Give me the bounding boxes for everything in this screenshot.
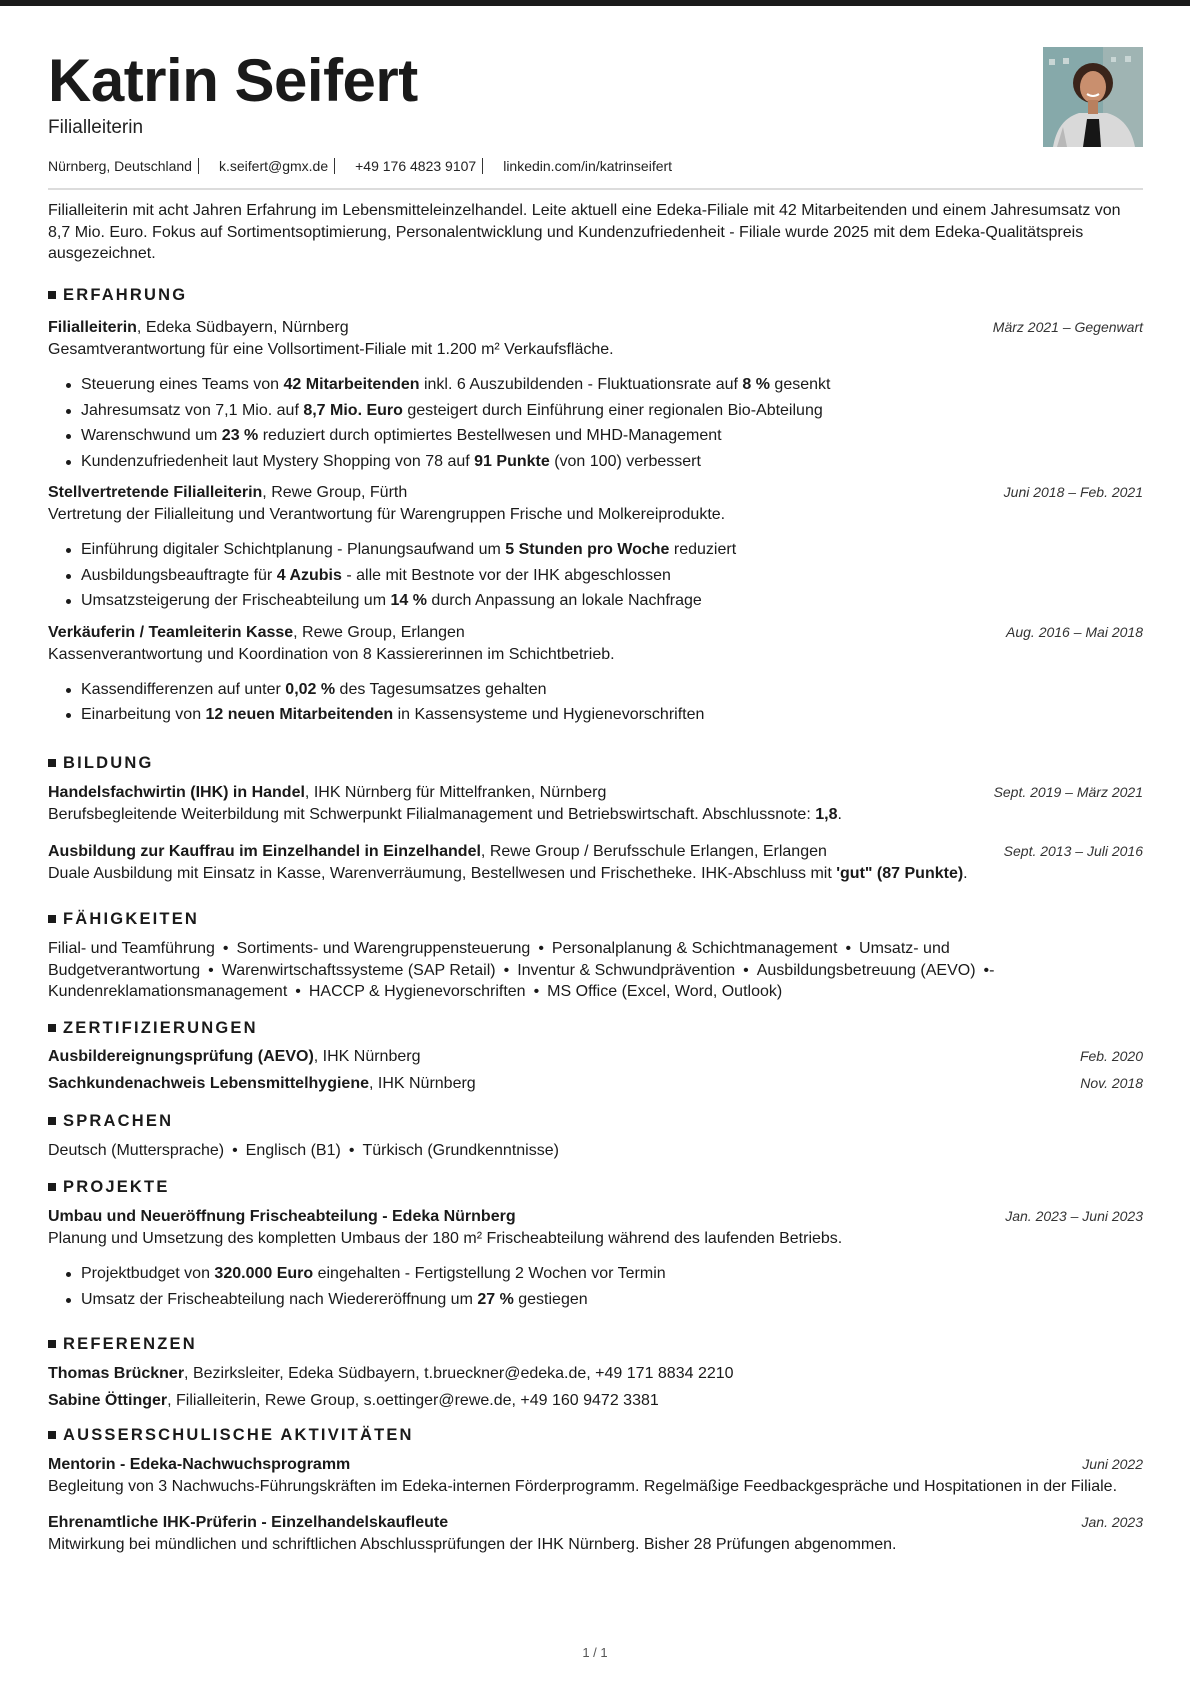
contact-email[interactable]: k.seifert@gmx.de xyxy=(218,158,329,174)
entry-header xyxy=(48,482,1143,504)
resume-header xyxy=(48,0,1143,190)
section-heading-label: REFERENZEN xyxy=(63,1335,197,1353)
language-item: Deutsch (Muttersprache) xyxy=(48,1142,225,1159)
section-heading xyxy=(48,284,1143,306)
section-heading-label: ERFAHRUNG xyxy=(63,286,188,304)
project-result-item: Umsatz der Frischeabteilung nach Wiedereröffnung um 27 % gestiegen xyxy=(48,1287,1143,1313)
skill-item: -Kundenreklamationsmanagement xyxy=(48,961,995,1000)
job-title: Stellvertretende Filialleiterin xyxy=(48,484,263,501)
activity-name: Mentorin - Edeka-Nachwuchsprogramm xyxy=(48,1456,351,1473)
achievement-item: Einführung digitaler Schichtplanung - Planungsaufwand um 5 Stunden pro Woche reduziert xyxy=(48,537,1143,563)
skill-item: Warenwirtschaftssysteme (SAP Retail) xyxy=(221,961,496,979)
education-entry xyxy=(48,782,1143,826)
candidate-name: Katrin Seifert xyxy=(48,47,418,114)
section-experience xyxy=(48,284,1143,728)
entry-header xyxy=(48,1363,1143,1390)
square-bullet-icon xyxy=(48,1183,56,1191)
achievement-item: Einarbeitung von 12 neuen Mitarbeitenden in Kassensysteme und Hygienevorschriften xyxy=(48,702,1143,728)
square-bullet-icon xyxy=(48,1024,56,1032)
education-description: Berufsbegleitende Weiterbildung mit Schwerpunkt Filialmanagement und Betriebswirtschaft. Abschlussnote: 1,8. xyxy=(48,806,842,823)
entry-header xyxy=(48,841,1143,863)
activity-date: Jan. 2023 xyxy=(1081,1514,1143,1530)
contact-line xyxy=(48,157,672,175)
experience-entry xyxy=(48,482,1143,614)
degree-title: Handelsfachwirtin (IHK) in Handel xyxy=(48,784,305,801)
section-heading-label: SPRACHEN xyxy=(63,1112,174,1130)
activity-date: Juni 2022 xyxy=(1082,1456,1143,1472)
profile-summary: Filialleiterin mit acht Jahren Erfahrung im Lebensmitteleinzelhandel. Leite aktuell eine Edeka-Filiale mit 42 Mitarbeitenden und einem Jahresumsatz von 8,7 Mio. Euro. Fokus auf Sortimentsoptimierung, Personalentwicklung und Kundenzufriedenheit - Filiale wurde 2025 mit dem Edeka-Qualitätspreis ausgezeichnet. xyxy=(48,202,1121,262)
divider xyxy=(482,158,483,174)
entry-header xyxy=(48,1046,1143,1073)
page-indicator: 1 / 1 xyxy=(582,1645,608,1660)
certification-entry xyxy=(48,1046,1143,1073)
project-result-item: Projektbudget von 320.000 Euro eingehalten - Fertigstellung 2 Wochen vor Termin xyxy=(48,1261,1143,1287)
reference-name: Sabine Öttinger xyxy=(48,1392,168,1409)
achievement-item: Kassendifferenzen auf unter 0,02 % des Tagesumsatzes gehalten xyxy=(48,677,1143,703)
achievement-list xyxy=(48,372,1143,474)
activity-name: Ehrenamtliche IHK-Prüferin - Einzelhandelskaufleute xyxy=(48,1514,449,1531)
section-heading xyxy=(48,1176,1143,1198)
section-heading-label: AUSSERSCHULISCHE AKTIVITÄTEN xyxy=(63,1426,414,1444)
skill-item: HACCP & Hygienevorschriften xyxy=(308,983,526,1000)
degree-title: Ausbildung zur Kauffrau im Einzelhandel in Einzelhandel xyxy=(48,843,481,860)
job-employer: , Rewe Group, Erlangen xyxy=(293,623,465,641)
job-date: Aug. 2016 – Mai 2018 xyxy=(1006,623,1143,640)
contact-linkedin[interactable]: linkedin.com/in/katrinseifert xyxy=(503,158,673,174)
entry-header xyxy=(48,782,1143,804)
certification-date: Feb. 2020 xyxy=(1079,1048,1143,1064)
section-heading xyxy=(48,1333,1143,1355)
section-heading-label: BILDUNG xyxy=(63,754,154,772)
reference-entry xyxy=(48,1390,1143,1412)
activity-entry xyxy=(48,1454,1143,1498)
certification-name: Sachkundenachweis Lebensmittelhygiene xyxy=(48,1075,369,1092)
section-languages xyxy=(48,1110,1143,1162)
achievement-item: Warenschwund um 23 % reduziert durch optimiertes Bestellwesen und MHD-Management xyxy=(48,423,1143,449)
activity-description: Mitwirkung bei mündlichen und schriftlichen Abschlussprüfungen der IHK Nürnberg. Bisher 28 Prüfungen abgenommen. xyxy=(48,1536,897,1553)
section-projects xyxy=(48,1176,1143,1312)
square-bullet-icon xyxy=(48,1340,56,1348)
section-heading xyxy=(48,752,1143,774)
job-title: Filialleiterin xyxy=(48,319,137,336)
language-item: Türkisch (Grundkenntnisse) xyxy=(362,1142,559,1159)
language-item: Englisch (B1) xyxy=(245,1142,341,1159)
entry-header xyxy=(48,1206,1143,1228)
section-certifications xyxy=(48,1017,1143,1095)
languages-list: Deutsch (Muttersprache) • Englisch (B1) • Türkisch (Grundkenntnisse) xyxy=(48,1142,559,1159)
certification-issuer: , IHK Nürnberg xyxy=(313,1048,421,1065)
project-date: Jan. 2023 – Juni 2023 xyxy=(1005,1208,1143,1224)
achievement-list xyxy=(48,677,1143,728)
skill-item: Sortiments- und Warengruppensteuerung xyxy=(236,940,531,957)
achievement-item: Steuerung eines Teams von 42 Mitarbeitenden inkl. 6 Auszubildenden - Fluktuationsrate auf 8 % gesenkt xyxy=(48,372,1143,398)
job-date: März 2021 – Gegenwart xyxy=(992,319,1143,335)
entry-header xyxy=(48,317,1143,339)
job-description: Gesamtverantwortung für eine Vollsortiment-Filiale mit 1.200 m² Verkaufsfläche. xyxy=(48,341,614,358)
education-date: Sept. 2019 – März 2021 xyxy=(993,784,1143,800)
achievement-item: Kundenzufriedenheit laut Mystery Shopping von 78 auf 91 Punkte (von 100) verbessert xyxy=(48,449,1143,475)
candidate-role: Filialleiterin xyxy=(48,117,144,138)
section-skills xyxy=(48,908,1143,1003)
certification-entry xyxy=(48,1073,1143,1095)
activity-entry xyxy=(48,1512,1143,1556)
reference-details: , Bezirksleiter, Edeka Südbayern, t.brueckner@edeka.de, +49 171 8834 2210 xyxy=(184,1365,734,1382)
experience-entry xyxy=(48,317,1143,474)
entry-header xyxy=(48,1454,1143,1476)
job-description: Vertretung der Filialleitung und Verantwortung für Warengruppen Frische und Molkereiprodukte. xyxy=(48,506,726,523)
job-employer: , Edeka Südbayern, Nürnberg xyxy=(136,319,349,336)
divider xyxy=(334,158,335,174)
job-description: Kassenverantwortung und Koordination von 8 Kassiererinnen im Schichtbetrieb. xyxy=(48,645,615,663)
project-name: Umbau und Neueröffnung Frischeabteilung - Edeka Nürnberg xyxy=(48,1208,516,1225)
skills-list: Filial- und Teamführung • Sortiments- und Warengruppensteuerung • Personalplanung & Schichtmanagement • Umsatz- und Budgetverantwortung • Warenwirtschaftssysteme (SAP Retail) • Inventur & Schwundprävention • Ausbildungsbetreuung (AEVO) •-Kundenreklamationsmanagement • HACCP & Hygienevorschriften • MS Office (Excel, Word, Outlook) xyxy=(48,940,995,1000)
job-employer: , Rewe Group, Fürth xyxy=(262,484,408,501)
resume-page xyxy=(48,0,1143,1553)
square-bullet-icon xyxy=(48,915,56,923)
experience-entry xyxy=(48,622,1143,728)
certification-name: Ausbildereignungsprüfung (AEVO) xyxy=(48,1048,314,1065)
achievement-list xyxy=(48,537,1143,614)
square-bullet-icon xyxy=(48,1117,56,1125)
square-bullet-icon xyxy=(48,291,56,299)
section-heading-label: FÄHIGKEITEN xyxy=(63,910,200,928)
education-date: Sept. 2013 – Juli 2016 xyxy=(1003,843,1143,859)
divider xyxy=(198,158,199,174)
job-date: Juni 2018 – Feb. 2021 xyxy=(1003,484,1143,500)
education-description: Duale Ausbildung mit Einsatz in Kasse, Warenverräumung, Bestellwesen und Frischetheke. IHK-Abschluss mit 'gut" (87 Punkte). xyxy=(48,865,968,882)
skill-item: MS Office (Excel, Word, Outlook) xyxy=(547,983,783,1000)
job-title: Verkäuferin / Teamleiterin Kasse xyxy=(48,623,294,641)
skill-item: Ausbildungsbetreuung (AEVO) xyxy=(756,961,976,979)
project-results-list xyxy=(48,1261,1143,1312)
entry-header xyxy=(48,1073,1143,1095)
achievement-item: Umsatzsteigerung der Frischeabteilung um 14 % durch Anpassung an lokale Nachfrage xyxy=(48,588,1143,614)
activity-description: Begleitung von 3 Nachwuchs-Führungskräften im Edeka-internen Förderprogramm. Regelmäßige Feedbackgespräche und Hospitationen in der Filiale. xyxy=(48,1478,1118,1495)
section-heading xyxy=(48,908,1143,930)
institution: , Rewe Group / Berufsschule Erlangen, Erlangen xyxy=(480,843,827,860)
section-heading-label: ZERTIFIZIERUNGEN xyxy=(63,1019,258,1037)
reference-details: , Filialleiterin, Rewe Group, s.oettinger@rewe.de, +49 160 9472 3381 xyxy=(167,1392,659,1409)
institution: , IHK Nürnberg für Mittelfranken, Nürnberg xyxy=(304,784,607,801)
achievement-item: Ausbildungsbeauftragte für 4 Azubis - alle mit Bestnote vor der IHK abgeschlossen xyxy=(48,563,1143,589)
profile-photo xyxy=(1043,47,1143,147)
section-heading-label: PROJEKTE xyxy=(63,1178,170,1196)
entry-header xyxy=(48,1390,1143,1412)
header-divider xyxy=(48,188,1143,190)
square-bullet-icon xyxy=(48,1431,56,1439)
contact-phone[interactable]: +49 176 4823 9107 xyxy=(355,158,477,174)
skill-item: Filial- und Teamführung xyxy=(48,940,215,957)
reference-name: Thomas Brückner xyxy=(48,1365,185,1382)
skill-item: Inventur & Schwundprävention xyxy=(517,961,736,979)
square-bullet-icon xyxy=(48,759,56,767)
certification-date: Nov. 2018 xyxy=(1080,1075,1143,1091)
project-entry xyxy=(48,1206,1143,1312)
certification-issuer: , IHK Nürnberg xyxy=(368,1075,476,1092)
contact-location: Nürnberg, Deutschland xyxy=(48,158,192,174)
skill-item: Umsatz- und Budgetverantwortung xyxy=(48,940,950,979)
section-references xyxy=(48,1333,1143,1412)
project-description: Planung und Umsetzung des kompletten Umbaus der 180 m² Frischeabteilung während des laufenden Betriebs. xyxy=(48,1230,843,1247)
section-heading xyxy=(48,1017,1143,1039)
entry-header xyxy=(48,622,1143,644)
portrait-image-icon xyxy=(1043,47,1143,147)
section-heading xyxy=(48,1110,1143,1132)
achievement-item: Jahresumsatz von 7,1 Mio. auf 8,7 Mio. Euro gesteigert durch Einführung einer regionalen Bio-Abteilung xyxy=(48,398,1143,424)
section-education xyxy=(48,752,1143,885)
reference-entry xyxy=(48,1363,1143,1390)
section-activities xyxy=(48,1424,1143,1556)
section-heading xyxy=(48,1424,1143,1446)
skill-item: Personalplanung & Schichtmanagement xyxy=(551,940,838,957)
entry-header xyxy=(48,1512,1143,1534)
education-entry xyxy=(48,841,1143,885)
